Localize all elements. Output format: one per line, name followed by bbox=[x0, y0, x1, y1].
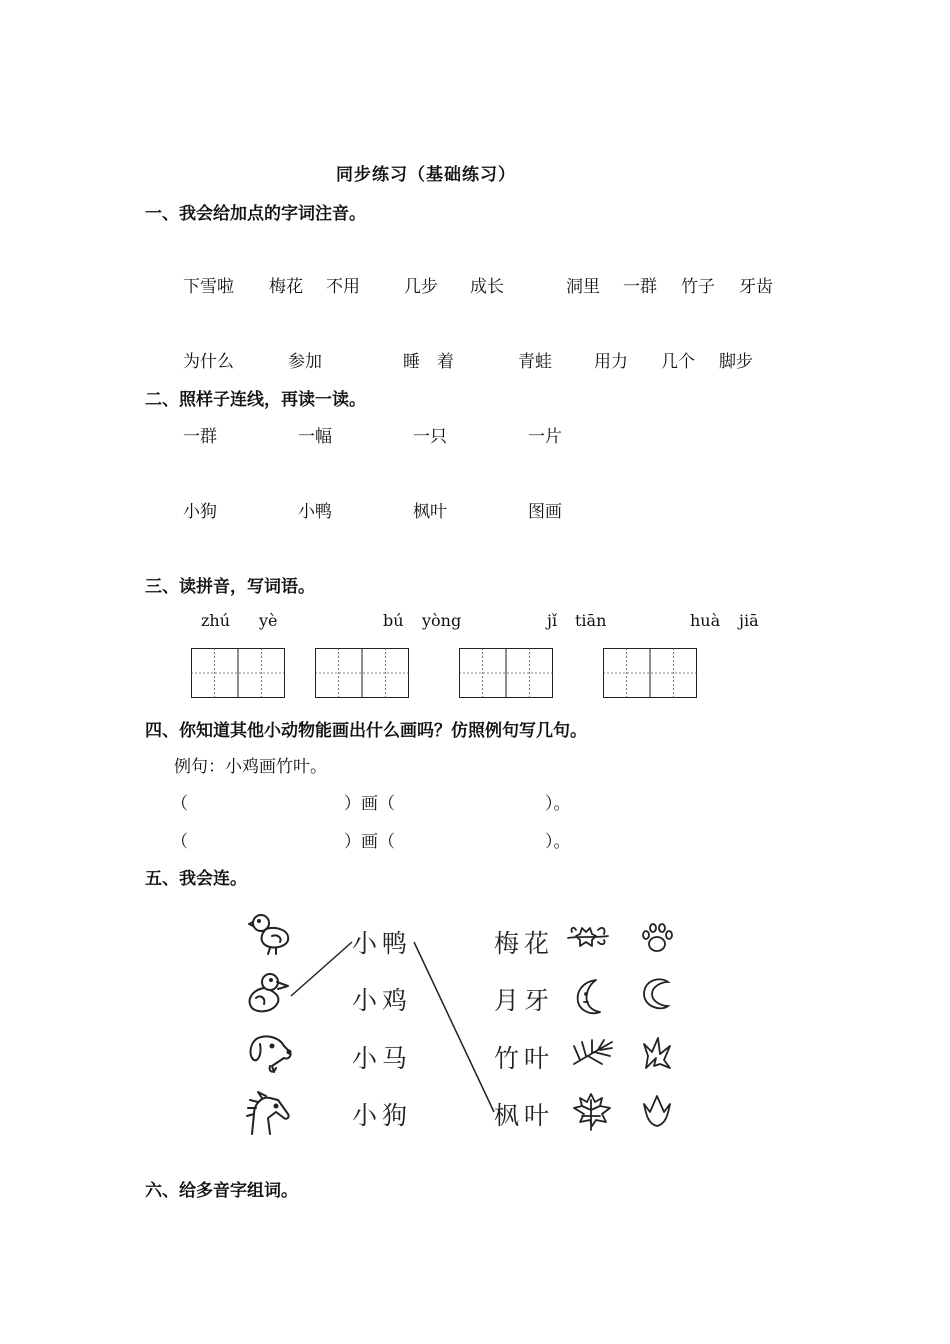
animal-word: 小狗 bbox=[352, 1101, 413, 1130]
word-item: 梅花 bbox=[269, 277, 303, 297]
section-6-heading: 六、给多音字组词。 bbox=[145, 1181, 298, 1201]
word-item: 脚步 bbox=[719, 352, 753, 372]
measure-word: 一幅 bbox=[298, 427, 332, 447]
measure-word: 一片 bbox=[528, 427, 562, 447]
drawing-word: 梅花 bbox=[494, 929, 555, 958]
word-item: 下雪啦 bbox=[183, 277, 234, 297]
duck-footprint-icon bbox=[640, 1092, 674, 1128]
word-item: 几步 bbox=[404, 277, 438, 297]
bamboo-leaves-icon bbox=[570, 1038, 614, 1068]
word-item: 参加 bbox=[288, 352, 322, 372]
word-item: 青蛙 bbox=[518, 352, 552, 372]
measure-word: 一群 bbox=[183, 427, 217, 447]
pinyin-syllable: huà bbox=[690, 611, 721, 630]
noun-word: 小鸭 bbox=[298, 502, 332, 522]
page-title: 同步练习（基础练习） bbox=[336, 165, 516, 185]
word-item: 一群 bbox=[623, 277, 657, 297]
animal-word: 小鸭 bbox=[352, 929, 413, 958]
pinyin-syllable: yòng bbox=[422, 611, 462, 630]
animal-word: 小马 bbox=[352, 1044, 413, 1073]
pinyin-syllable: jiā bbox=[739, 611, 759, 630]
word-item: 用力 bbox=[594, 352, 628, 372]
pinyin-syllable: tiān bbox=[575, 611, 607, 630]
section-4-heading: 四、你知道其他小动物能画出什么画吗？仿照例句写几句。 bbox=[145, 721, 587, 741]
dog-pawprint-icon bbox=[640, 922, 674, 954]
measure-word: 一只 bbox=[413, 427, 447, 447]
blank-open-paren: （ bbox=[171, 832, 188, 852]
drawing-word: 月牙 bbox=[494, 986, 555, 1015]
animal-word: 小鸡 bbox=[352, 986, 413, 1015]
word-item: 睡 着 bbox=[403, 352, 454, 372]
word-item: 竹子 bbox=[681, 277, 715, 297]
blank-open-paren: （ bbox=[171, 794, 188, 814]
blank-middle: ）画（ bbox=[344, 832, 395, 852]
section-1-heading: 一、我会给加点的字词注音。 bbox=[145, 204, 366, 224]
word-item: 洞里 bbox=[566, 277, 600, 297]
blank-end: ）。 bbox=[545, 794, 571, 814]
example-sentence: 例句：小鸡画竹叶。 bbox=[174, 757, 327, 777]
word-item: 牙齿 bbox=[739, 277, 773, 297]
crescent-moon-face-icon bbox=[574, 978, 604, 1016]
drawing-word: 竹叶 bbox=[494, 1044, 555, 1073]
drawing-word: 枫叶 bbox=[494, 1101, 555, 1130]
blank-end: ）。 bbox=[545, 832, 571, 852]
blank-middle: ）画（ bbox=[344, 794, 395, 814]
plum-blossom-icon bbox=[566, 922, 610, 954]
section-5-heading: 五、我会连。 bbox=[145, 869, 247, 889]
word-item: 不用 bbox=[326, 277, 360, 297]
word-item: 几个 bbox=[661, 352, 695, 372]
maple-leaf-icon bbox=[570, 1092, 612, 1132]
word-item: 为什么 bbox=[183, 352, 234, 372]
pinyin-syllable: yè bbox=[259, 611, 278, 630]
section-2-heading: 二、照样子连线，再读一读。 bbox=[145, 390, 366, 410]
section-3-heading: 三、读拼音，写词语。 bbox=[145, 577, 315, 597]
horse-hoofprint-icon bbox=[640, 976, 674, 1012]
pinyin-syllable: jǐ bbox=[547, 611, 558, 630]
noun-word: 图画 bbox=[528, 502, 562, 522]
noun-word: 枫叶 bbox=[413, 502, 447, 522]
word-item: 成长 bbox=[470, 277, 504, 297]
pinyin-syllable: bú bbox=[383, 611, 404, 630]
chicken-footprint-icon bbox=[640, 1036, 674, 1070]
pinyin-syllable: zhú bbox=[201, 611, 231, 630]
noun-word: 小狗 bbox=[183, 502, 217, 522]
